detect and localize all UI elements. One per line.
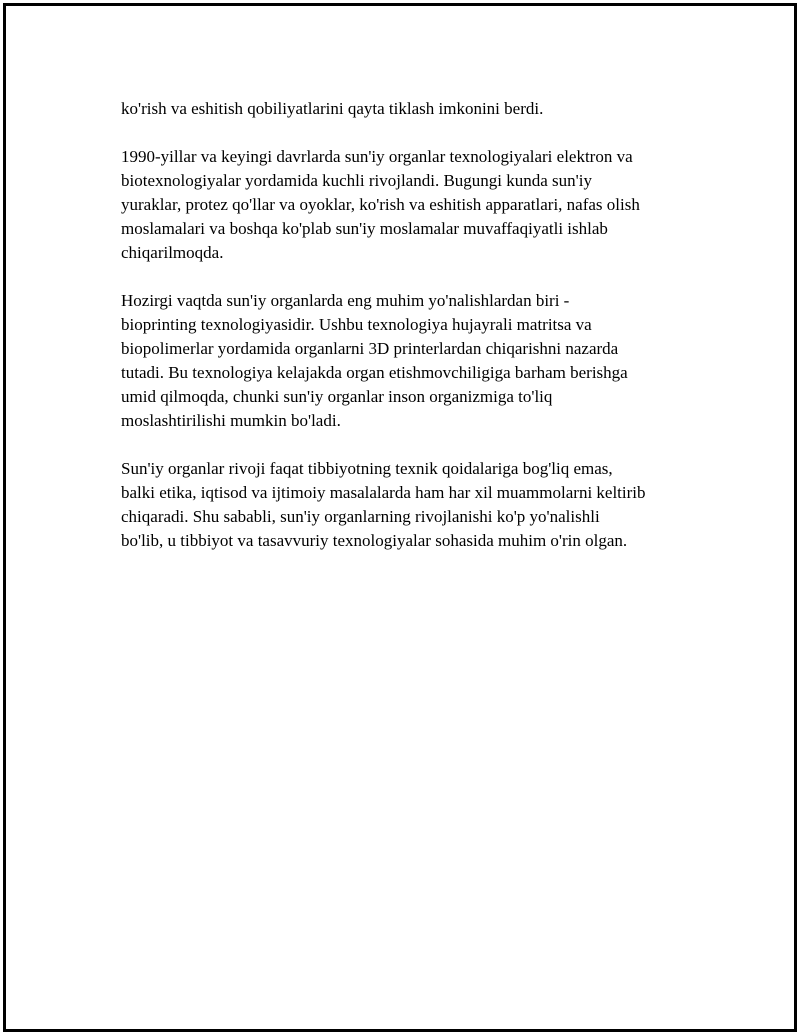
text-line: 1990-yillar va keyingi davrlarda sun'iy organlar texnologiyalari elektron va [121, 147, 633, 166]
text-line: biotexnologiyalar yordamida kuchli rivojlandi. Bugungi kunda sun'iy [121, 171, 592, 190]
text-line: bioprinting texnologiyasidir. Ushbu texnologiya hujayrali matritsa va [121, 315, 592, 334]
text-line: Hozirgi vaqtda sun'iy organlarda eng muhim yo'nalishlardan biri - [121, 291, 570, 310]
text-line: chiqaradi. Shu sababli, sun'iy organlarning rivojlanishi ko'p yo'nalishli [121, 507, 600, 526]
text-line: balki etika, iqtisod va ijtimoiy masalalarda ham har xil muammolarni keltirib [121, 483, 646, 502]
text-line: yuraklar, protez qo'llar va oyoklar, ko'rish va eshitish apparatlari, nafas olish [121, 195, 640, 214]
text-line: bo'lib, u tibbiyot va tasavvuriy texnologiyalar sohasida muhim o'rin olgan. [121, 531, 628, 550]
text-line: umid qilmoqda, chunki sun'iy organlar inson organizmiga to'liq [121, 387, 553, 406]
paragraph-3 [121, 289, 711, 433]
text-line: Sun'iy organlar rivoji faqat tibbiyotning texnik qoidalariga bog'liq emas, [121, 459, 613, 478]
paragraph-1 [121, 97, 711, 121]
text-line: moslashtirilishi mumkin bo'ladi. [121, 411, 341, 430]
text-line: chiqarilmoqda. [121, 243, 224, 262]
text-line: biopolimerlar yordamida organlarni 3D printerlardan chiqarishni nazarda [121, 339, 619, 358]
paragraph-4 [121, 457, 711, 553]
text-line: tutadi. Bu texnologiya kelajakda organ etishmovchiligiga barham berishga [121, 363, 628, 382]
page-border [3, 3, 797, 1032]
document-body [121, 97, 711, 577]
text-line: moslamalari va boshqa ko'plab sun'iy moslamalar muvaffaqiyatli ishlab [121, 219, 608, 238]
text-line: ko'rish va eshitish qobiliyatlarini qayta tiklash imkonini berdi. [121, 99, 544, 118]
paragraph-2 [121, 145, 711, 265]
